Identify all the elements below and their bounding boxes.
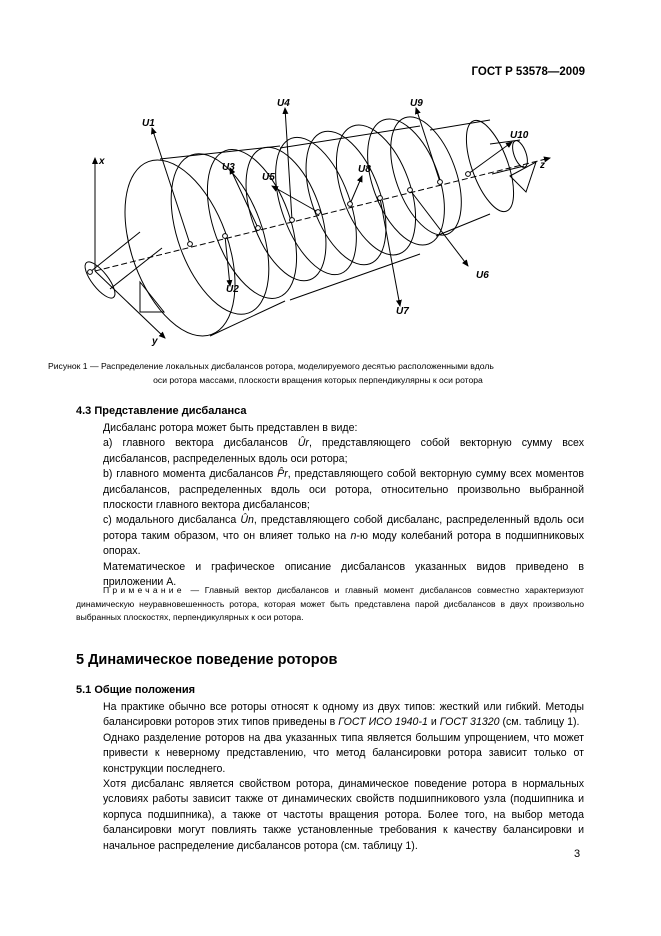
u4-label: U4 xyxy=(277,98,290,109)
u3-label: U3 xyxy=(222,162,235,173)
axis-x-label: x xyxy=(99,156,105,167)
document-header: ГОСТ Р 53578—2009 xyxy=(471,66,585,78)
axis-z-label: z xyxy=(540,160,545,171)
note-label: Примечание xyxy=(103,585,185,595)
annex-reference-paragraph: Математическое и графическое описание дисбалансов указанных видов приведено в приложении А. xyxy=(103,560,584,589)
section-5-1-heading: 5.1 Общие положения xyxy=(76,684,196,696)
unbalance-moment-symbol: P̂r xyxy=(277,468,288,481)
intro-paragraph: Дисбаланс ротора может быть представлен в виде: xyxy=(103,422,358,434)
note xyxy=(76,584,584,625)
standard-ref-2: ГОСТ 31320 xyxy=(439,716,500,729)
paragraph-3: Хотя дисбаланс является свойством ротора, динамическое поведение ротора в нормальных условиях работы зависит также от динамических свойств подшипникового узла (подшипника и корпуса подшипника), а также от частоты вращения ротора. Более того, на выбор метода балансировки могут повлиять также установленные требования к качеству балансировки и начальное распределение дисбалансов ротора (см. таблицу 1). xyxy=(103,778,584,852)
axis-y-label: y xyxy=(152,336,158,347)
item-b: b) главного момента дисбалансов P̂r, представляющего собой векторную сумму всех моментов дисбалансов, распределенных вдоль оси ротора, относительно произвольно выбранной плоскости главного вектора дисбалансов; xyxy=(103,468,585,512)
u6-label: U6 xyxy=(476,270,489,281)
section-5-1-body xyxy=(76,700,584,854)
u5-label: U5 xyxy=(262,172,275,183)
unbalance-vector-symbol: Ûr xyxy=(297,437,309,450)
section-4-3-heading: 4.3 Представление дисбаланса xyxy=(76,405,247,417)
modal-unbalance-symbol: Ûn xyxy=(240,514,254,527)
item-a: а) главного вектора дисбалансов Ûr, представляющего собой векторную сумму всех дисбалансов, распределенных вдоль оси ротора; xyxy=(103,437,585,465)
u9-label: U9 xyxy=(410,98,423,109)
standard-ref-1: ГОСТ ИСО 1940-1 xyxy=(338,716,428,729)
caption-line-2: оси ротора массами, плоскости вращения которых перпендикулярны к оси ротора xyxy=(153,375,483,385)
u2-label: U2 xyxy=(226,284,239,295)
u7-label: U7 xyxy=(396,306,409,317)
item-c: c) модального дисбаланса Ûn, представляющего собой дисбаланс, распределенный вдоль оси ротора таким образом, что он влияет только на n-ю моду колебаний ротора в подшипниковых опорах. xyxy=(103,514,584,558)
paragraph-2: Однако разделение роторов на два указанных типа является большим упрощением, что может привести к неверному представлению, что метод балансировки ротора зависит только от конструкции последнего. xyxy=(103,731,584,775)
paragraph-1: На практике обычно все роторы относят к одному из двух типов: жесткий или гибкий. Методы балансировки роторов этих типов приведены в ГОСТ ИСО 1940-1 и ГОСТ 31320 (см. таблицу 1). xyxy=(103,701,584,729)
rotor-figure xyxy=(80,86,560,356)
section-4-3-body xyxy=(76,421,584,590)
figure-caption xyxy=(48,360,588,387)
caption-line-1: Рисунок 1 — Распределение локальных дисбалансов ротора, моделируемого десятью расположенными вдоль xyxy=(48,361,494,371)
u1-label: U1 xyxy=(142,118,155,129)
u8-label: U8 xyxy=(358,164,371,175)
u10-label: U10 xyxy=(510,130,529,141)
page-number: 3 xyxy=(574,848,581,860)
section-5-heading: 5 Динамическое поведение роторов xyxy=(76,652,338,668)
note-text: — Главный вектор дисбалансов и главный момент дисбалансов совместно характеризуют динамическую неуравновешенность ротора, которая может быть представлена парой дисбалансов в двух произвольно выбранных плоскостях, перпендикулярных к оси ротора. xyxy=(76,585,584,623)
